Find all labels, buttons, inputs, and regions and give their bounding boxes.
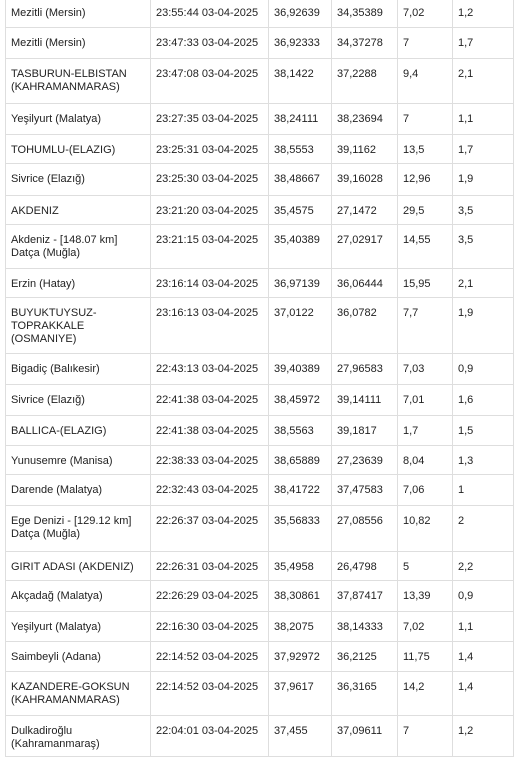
location-cell: Mezitli (Mersin) — [6, 0, 151, 27]
location-cell: AKDENIZ — [6, 195, 151, 224]
datetime-cell: 22:16:30 03-04-2025 — [151, 611, 269, 641]
longitude-cell: 36,0782 — [332, 297, 398, 353]
location-cell: Bigadiç (Balıkesir) — [6, 353, 151, 384]
table-row — [6, 551, 514, 580]
datetime-cell: 23:21:15 03-04-2025 — [151, 224, 269, 268]
latitude-cell: 36,92639 — [269, 0, 332, 27]
datetime-cell: 23:16:13 03-04-2025 — [151, 297, 269, 353]
longitude-cell: 27,02917 — [332, 224, 398, 268]
depth-cell: 14,2 — [398, 671, 453, 715]
depth-cell: 1,7 — [398, 415, 453, 445]
longitude-cell: 37,47583 — [332, 474, 398, 505]
datetime-cell: 22:14:52 03-04-2025 — [151, 641, 269, 671]
latitude-cell: 37,92972 — [269, 641, 332, 671]
table-row — [6, 195, 514, 224]
longitude-cell: 36,3165 — [332, 671, 398, 715]
depth-cell: 7,02 — [398, 0, 453, 27]
location-cell: Sivrice (Elazığ) — [6, 384, 151, 415]
table-row — [6, 611, 514, 641]
datetime-cell: 22:26:37 03-04-2025 — [151, 505, 269, 551]
latitude-cell: 38,41722 — [269, 474, 332, 505]
magnitude-cell: 3,5 — [453, 195, 514, 224]
depth-cell: 13,5 — [398, 134, 453, 163]
latitude-cell: 35,4958 — [269, 551, 332, 580]
latitude-cell: 38,2075 — [269, 611, 332, 641]
datetime-cell: 22:14:52 03-04-2025 — [151, 671, 269, 715]
depth-cell: 12,96 — [398, 163, 453, 195]
longitude-cell: 27,96583 — [332, 353, 398, 384]
datetime-cell: 23:25:30 03-04-2025 — [151, 163, 269, 195]
magnitude-cell: 1,7 — [453, 134, 514, 163]
magnitude-cell: 2,1 — [453, 58, 514, 103]
datetime-cell: 22:26:29 03-04-2025 — [151, 580, 269, 611]
longitude-cell: 34,37278 — [332, 27, 398, 58]
datetime-cell: 23:25:31 03-04-2025 — [151, 134, 269, 163]
magnitude-cell: 1,9 — [453, 163, 514, 195]
magnitude-cell: 3,5 — [453, 224, 514, 268]
latitude-cell: 35,4575 — [269, 195, 332, 224]
location-cell: Saimbeyli (Adana) — [6, 641, 151, 671]
latitude-cell: 36,97139 — [269, 268, 332, 297]
datetime-cell: 23:16:14 03-04-2025 — [151, 268, 269, 297]
longitude-cell: 38,14333 — [332, 611, 398, 641]
latitude-cell: 37,0122 — [269, 297, 332, 353]
magnitude-cell: 0,9 — [453, 353, 514, 384]
latitude-cell: 37,455 — [269, 715, 332, 756]
depth-cell: 13,39 — [398, 580, 453, 611]
table-row — [6, 134, 514, 163]
table-row — [6, 224, 514, 268]
datetime-cell: 23:21:20 03-04-2025 — [151, 195, 269, 224]
table-row — [6, 163, 514, 195]
longitude-cell: 34,35389 — [332, 0, 398, 27]
location-cell: TOHUMLU-(ELAZIG) — [6, 134, 151, 163]
datetime-cell: 22:04:01 03-04-2025 — [151, 715, 269, 756]
longitude-cell: 39,16028 — [332, 163, 398, 195]
depth-cell: 7,06 — [398, 474, 453, 505]
location-cell: Akçadağ (Malatya) — [6, 580, 151, 611]
location-cell: Mezitli (Mersin) — [6, 27, 151, 58]
depth-cell: 7,02 — [398, 611, 453, 641]
datetime-cell: 23:55:44 03-04-2025 — [151, 0, 269, 27]
datetime-cell: 22:43:13 03-04-2025 — [151, 353, 269, 384]
longitude-cell: 27,23639 — [332, 445, 398, 474]
table-row — [6, 297, 514, 353]
location-cell: Yeşilyurt (Malatya) — [6, 103, 151, 134]
location-cell: GIRIT ADASI (AKDENIZ) — [6, 551, 151, 580]
magnitude-cell: 2,1 — [453, 268, 514, 297]
latitude-cell: 38,30861 — [269, 580, 332, 611]
table-row — [6, 474, 514, 505]
latitude-cell: 36,92333 — [269, 27, 332, 58]
depth-cell: 29,5 — [398, 195, 453, 224]
longitude-cell: 26,4798 — [332, 551, 398, 580]
earthquake-table-body — [6, 0, 514, 756]
magnitude-cell: 1,2 — [453, 715, 514, 756]
earthquake-table — [5, 0, 514, 757]
magnitude-cell: 1 — [453, 474, 514, 505]
datetime-cell: 23:27:35 03-04-2025 — [151, 103, 269, 134]
magnitude-cell: 1,2 — [453, 0, 514, 27]
table-row — [6, 103, 514, 134]
longitude-cell: 39,1817 — [332, 415, 398, 445]
location-cell: Erzin (Hatay) — [6, 268, 151, 297]
location-cell: Dulkadiroğlu (Kahramanmaraş) — [6, 715, 151, 756]
depth-cell: 8,04 — [398, 445, 453, 474]
table-row — [6, 641, 514, 671]
magnitude-cell: 2 — [453, 505, 514, 551]
depth-cell: 5 — [398, 551, 453, 580]
datetime-cell: 23:47:08 03-04-2025 — [151, 58, 269, 103]
datetime-cell: 22:41:38 03-04-2025 — [151, 384, 269, 415]
table-row — [6, 671, 514, 715]
datetime-cell: 22:41:38 03-04-2025 — [151, 415, 269, 445]
location-cell: Yunusemre (Manisa) — [6, 445, 151, 474]
depth-cell: 15,95 — [398, 268, 453, 297]
magnitude-cell: 1,3 — [453, 445, 514, 474]
depth-cell: 7,01 — [398, 384, 453, 415]
longitude-cell: 37,09611 — [332, 715, 398, 756]
latitude-cell: 38,5563 — [269, 415, 332, 445]
magnitude-cell: 2,2 — [453, 551, 514, 580]
table-row — [6, 268, 514, 297]
longitude-cell: 39,1162 — [332, 134, 398, 163]
depth-cell: 7,03 — [398, 353, 453, 384]
latitude-cell: 38,5553 — [269, 134, 332, 163]
location-cell: BUYUKTUYSUZ- TOPRAKKALE (OSMANIYE) — [6, 297, 151, 353]
longitude-cell: 37,2288 — [332, 58, 398, 103]
table-row — [6, 715, 514, 756]
location-cell: Yeşilyurt (Malatya) — [6, 611, 151, 641]
datetime-cell: 23:47:33 03-04-2025 — [151, 27, 269, 58]
latitude-cell: 38,48667 — [269, 163, 332, 195]
table-row — [6, 384, 514, 415]
latitude-cell: 38,24111 — [269, 103, 332, 134]
latitude-cell: 37,9617 — [269, 671, 332, 715]
latitude-cell: 39,40389 — [269, 353, 332, 384]
depth-cell: 14,55 — [398, 224, 453, 268]
latitude-cell: 38,1422 — [269, 58, 332, 103]
depth-cell: 9,4 — [398, 58, 453, 103]
location-cell: BALLICA-(ELAZIG) — [6, 415, 151, 445]
depth-cell: 10,82 — [398, 505, 453, 551]
location-cell: TASBURUN-ELBISTAN (KAHRAMANMARAS) — [6, 58, 151, 103]
magnitude-cell: 0,9 — [453, 580, 514, 611]
datetime-cell: 22:38:33 03-04-2025 — [151, 445, 269, 474]
table-row — [6, 445, 514, 474]
location-cell: KAZANDERE-GOKSUN (KAHRAMANMARAS) — [6, 671, 151, 715]
longitude-cell: 36,06444 — [332, 268, 398, 297]
depth-cell: 7 — [398, 715, 453, 756]
depth-cell: 7,7 — [398, 297, 453, 353]
magnitude-cell: 1,7 — [453, 27, 514, 58]
table-row — [6, 0, 514, 27]
magnitude-cell: 1,4 — [453, 671, 514, 715]
depth-cell: 7 — [398, 27, 453, 58]
magnitude-cell: 1,1 — [453, 103, 514, 134]
latitude-cell: 35,40389 — [269, 224, 332, 268]
datetime-cell: 22:26:31 03-04-2025 — [151, 551, 269, 580]
longitude-cell: 38,23694 — [332, 103, 398, 134]
datetime-cell: 22:32:43 03-04-2025 — [151, 474, 269, 505]
latitude-cell: 35,56833 — [269, 505, 332, 551]
longitude-cell: 36,2125 — [332, 641, 398, 671]
magnitude-cell: 1,5 — [453, 415, 514, 445]
depth-cell: 11,75 — [398, 641, 453, 671]
latitude-cell: 38,45972 — [269, 384, 332, 415]
magnitude-cell: 1,4 — [453, 641, 514, 671]
magnitude-cell: 1,1 — [453, 611, 514, 641]
longitude-cell: 27,08556 — [332, 505, 398, 551]
location-cell: Darende (Malatya) — [6, 474, 151, 505]
latitude-cell: 38,65889 — [269, 445, 332, 474]
table-row — [6, 415, 514, 445]
table-row — [6, 580, 514, 611]
longitude-cell: 37,87417 — [332, 580, 398, 611]
magnitude-cell: 1,6 — [453, 384, 514, 415]
location-cell: Akdeniz - [148.07 km] Datça (Muğla) — [6, 224, 151, 268]
longitude-cell: 27,1472 — [332, 195, 398, 224]
location-cell: Ege Denizi - [129.12 km] Datça (Muğla) — [6, 505, 151, 551]
table-row — [6, 27, 514, 58]
depth-cell: 7 — [398, 103, 453, 134]
magnitude-cell: 1,9 — [453, 297, 514, 353]
table-row — [6, 505, 514, 551]
table-row — [6, 58, 514, 103]
table-row — [6, 353, 514, 384]
longitude-cell: 39,14111 — [332, 384, 398, 415]
location-cell: Sivrice (Elazığ) — [6, 163, 151, 195]
